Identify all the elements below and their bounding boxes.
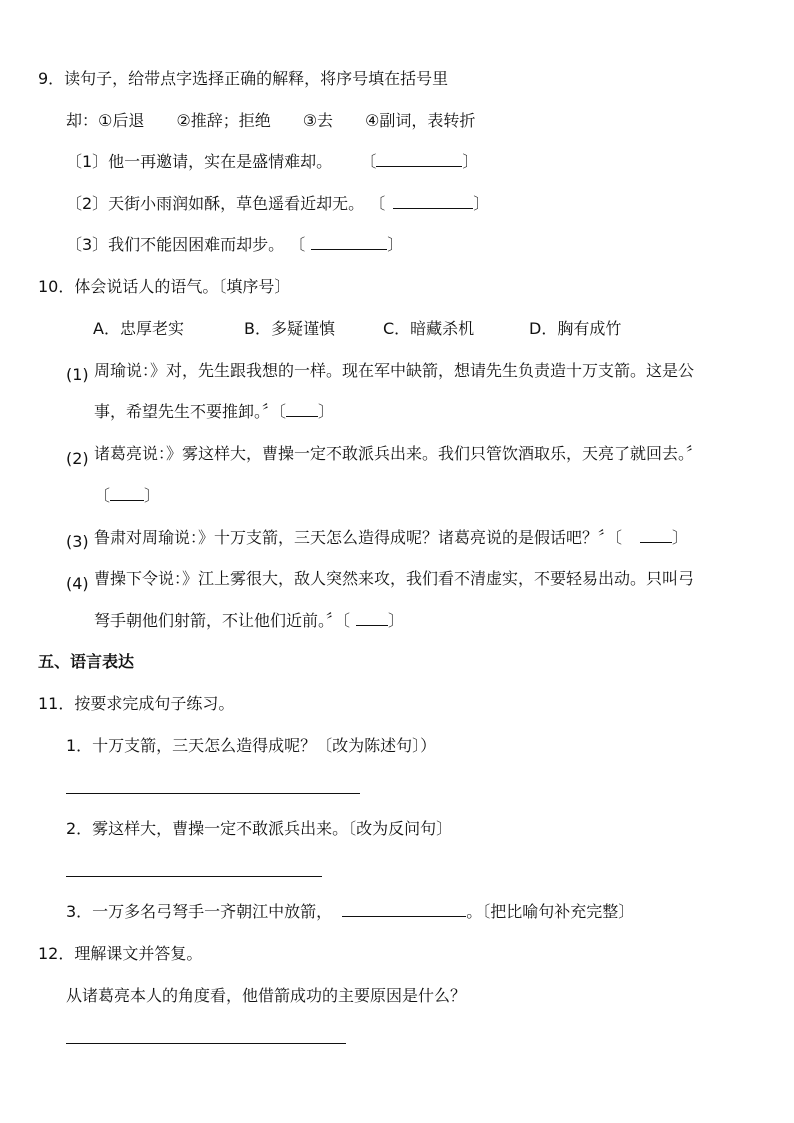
q10-answer-4-close: 〕 [388, 611, 405, 630]
q12-title: 12．理解课文并答复。 [38, 944, 203, 963]
q10-item-1-line-1: 周瑜说：》对，先生跟我想的一样。现在军中缺箭，想请先生负责造十万支箭。这是公 [94, 361, 695, 380]
q9-sentence-2 [66, 193, 489, 215]
q11-answer-1-line[interactable] [66, 793, 360, 794]
q10-item-3-text: 鲁肃对周瑜说：》十万支箭，三天怎么造得成呢？诸葛亮说的是假话吧？〞〔 [94, 528, 623, 547]
q9-answer-2-close: 〕 [473, 194, 490, 213]
q10-item-1-number: (1) [66, 365, 89, 384]
q11-answer-3-blank[interactable] [342, 902, 466, 917]
q9-answer-1-close: 〕 [462, 152, 479, 171]
q10-option-a: A．忠厚老实 [93, 319, 184, 338]
q11-item-2: 2．雾这样大，曹操一定不敢派兵出来。〔改为反问句〕 [66, 819, 453, 838]
q10-item-3-line-1 [94, 527, 688, 549]
q11-title: 11．按要求完成句子练习。 [38, 694, 235, 713]
q10-answer-4-blank[interactable] [356, 611, 388, 626]
q12-prompt: 从诸葛亮本人的角度看，他借箭成功的主要原因是什么？ [66, 986, 467, 1005]
q10-item-4-text: 弩手朝他们射箭，不让他们近前。〞〔 [94, 611, 351, 630]
q10-option-d: D．胸有成竹 [529, 319, 622, 338]
q12-answer-line[interactable] [66, 1043, 346, 1044]
q10-answer-1-blank[interactable] [286, 402, 318, 417]
q9-answer-3-blank[interactable] [311, 235, 387, 250]
q9-answer-1-blank[interactable] [376, 152, 462, 167]
q10-answer-2-blank[interactable] [110, 486, 144, 501]
q9-sentence-1 [66, 151, 478, 173]
q10-item-2-line-2 [94, 485, 160, 507]
q10-option-b: B．多疑谨慎 [244, 319, 335, 338]
q10-item-4-line-1: 曹操下令说：》江上雾很大，敌人突然来攻，我们看不清虚实，不要轻易出动。只叫弓 [94, 569, 695, 588]
q10-item-2-line-1: 诸葛亮说：》雾这样大，曹操一定不敢派兵出来。我们只管饮酒取乐，天亮了就回去。〞 [94, 444, 703, 463]
q9-options: 却：①后退 ②推辞；拒绝 ③去 ④副词，表转折 [66, 111, 476, 130]
q10-answer-2-close: 〕 [144, 486, 161, 505]
q10-item-2-open: 〔 [94, 486, 111, 505]
q11-item-3 [66, 901, 634, 923]
q10-answer-3-close: 〕 [672, 528, 689, 547]
q11-answer-2-line[interactable] [66, 876, 322, 877]
q11-item-3-pre: 3．一万多名弓弩手一齐朝江中放箭， [66, 902, 333, 921]
q10-answer-1-close: 〕 [318, 402, 335, 421]
q11-item-1: 1．十万支箭，三天怎么造得成呢？〔改为陈述句〕） [66, 736, 437, 755]
q10-item-1-line-2 [94, 401, 334, 423]
q9-sentence-1-text: 〔1〕他一再邀请，实在是盛情难却。 [66, 152, 333, 171]
q10-item-4-number: (4) [66, 574, 89, 593]
q9-sentence-3-text: 〔3〕我们不能因困难而却步。 [66, 235, 285, 254]
q10-option-c: C．暗藏杀机 [383, 319, 475, 338]
q9-sentence-2-text: 〔2〕天街小雨润如酥，草色遥看近却无。 [66, 194, 365, 213]
q9-answer-1-open: 〔 [360, 152, 377, 171]
q9-answer-2-blank[interactable] [393, 194, 473, 209]
q10-item-3-number: (3) [66, 532, 89, 551]
q9-title: 9．读句子，给带点字选择正确的解释，将序号填在括号里 [38, 69, 449, 88]
q9-answer-3-open: 〔 [289, 235, 306, 254]
q9-answer-3-close: 〕 [387, 235, 404, 254]
q10-answer-3-blank[interactable] [640, 528, 672, 543]
q10-title: 10．体会说话人的语气。〔填序号〕 [38, 277, 291, 296]
q9-sentence-3 [66, 234, 403, 256]
q11-item-3-post: 。〔把比喻句补充完整〕 [466, 902, 635, 921]
q10-item-1-text: 事，希望先生不要推卸。〞〔 [94, 402, 287, 421]
q10-item-2-number: (2) [66, 449, 89, 468]
section-5-title: 五、语言表达 [38, 652, 135, 671]
q9-answer-2-open: 〔 [369, 194, 386, 213]
q10-item-4-line-2 [94, 610, 404, 632]
